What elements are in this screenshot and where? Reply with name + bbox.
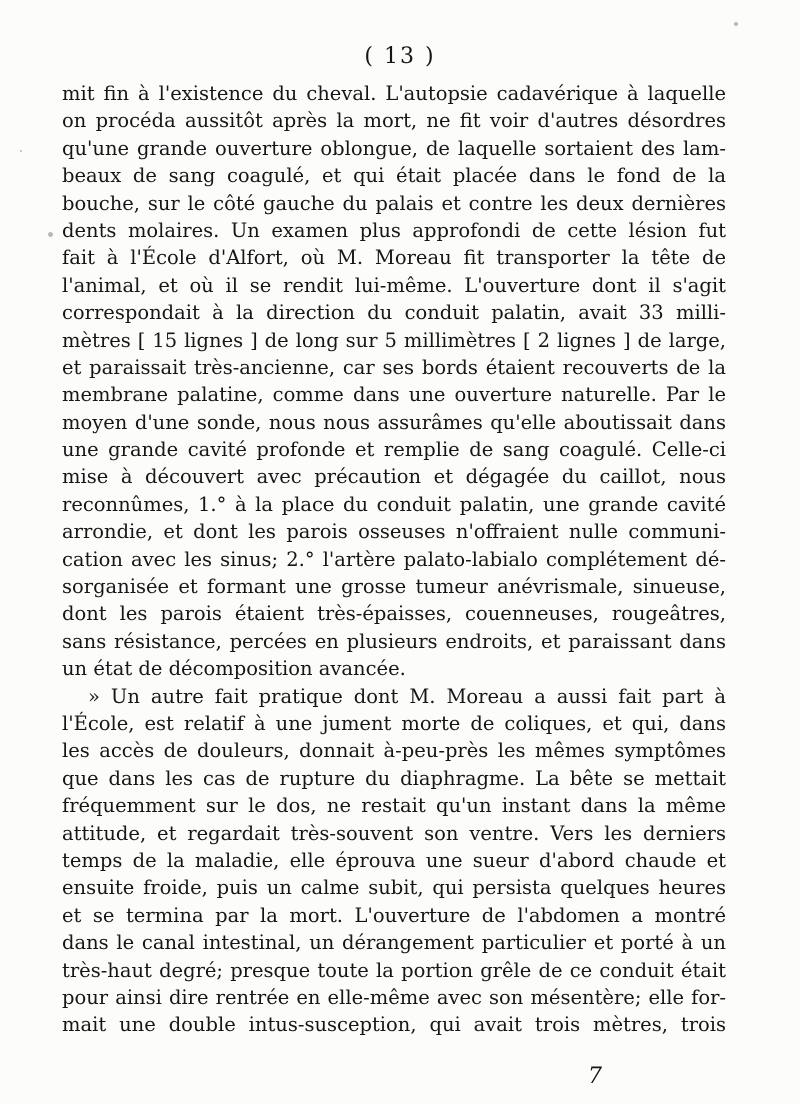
text-line: fréquemment sur le dos, ne restait qu'un instant dans la même [62, 794, 726, 818]
text-line: qu'une grande ouverture oblongue, de laquelle sortaient des lam- [62, 136, 726, 160]
text-line: fait à l'École d'Alfort, où M. Moreau fit transporter la tête de [62, 246, 726, 270]
text-line: on procéda aussitôt après la mort, ne fit voir d'autres désordres [62, 109, 726, 133]
text-line: arrondie, et dont les parois osseuses n'offraient nulle communi- [62, 520, 726, 544]
paper-speck [20, 150, 22, 152]
paper-speck [734, 22, 738, 26]
text-line: et se termina par la mort. L'ouverture de l'abdomen a montré [62, 903, 726, 927]
paragraph-first-line: » Un autre fait pratique dont M. Moreau a aussi fait part à [88, 684, 726, 708]
text-line: mit fin à l'existence du cheval. L'autopsie cadavérique à laquelle [62, 82, 726, 105]
text-line: que dans les cas de rupture du diaphragme. La bête se mettait [62, 766, 726, 790]
text-line: temps de la maladie, elle éprouva une sueur d'abord chaude et [62, 848, 726, 872]
text-line: moyen d'une sonde, nous nous assurâmes qu'elle aboutissait dans [62, 410, 726, 434]
signature-mark: 7 [588, 1064, 602, 1089]
text-line: mètres [ 15 lignes ] de long sur 5 millimètres [ 2 lignes ] de large, [62, 328, 726, 352]
paragraph-last-line: un état de décomposition avancée. [62, 657, 406, 681]
text-line: reconnûmes, 1.° à la place du conduit palatin, une grande cavité [62, 492, 726, 516]
text-line: sorganisée et formant une grosse tumeur anévrismale, sinueuse, [62, 575, 726, 599]
text-line: mise à découvert avec précaution et dégagée du caillot, nous [62, 465, 726, 489]
text-line: dans le canal intestinal, un dérangement particulier et porté à un [62, 931, 726, 955]
text-line: dents molaires. Un examen plus approfondi de cette lésion fut [62, 218, 726, 242]
text-line: et paraissait très-ancienne, car ses bords étaient recouverts de la [62, 355, 726, 379]
text-line: bouche, sur le côté gauche du palais et contre les deux dernières [62, 191, 726, 215]
text-line: membrane palatine, comme dans une ouverture naturelle. Par le [62, 383, 726, 407]
text-line: mait une double intus-susception, qui avait trois mètres, trois [62, 1013, 726, 1037]
text-line: une grande cavité profonde et remplie de sang coagulé. Celle-ci [62, 438, 726, 462]
text-line: cation avec les sinus; 2.° l'artère palato-labialo complétement dé- [62, 547, 726, 571]
text-line: pour ainsi dire rentrée en elle-même avec son mésentère; elle for- [62, 985, 726, 1009]
text-line: l'animal, et où il se rendit lui-même. L'ouverture dont il s'agit [62, 273, 726, 297]
text-line: ensuite froide, puis un calme subit, qui persista quelques heures [62, 876, 726, 900]
page-number: ( 13 ) [364, 44, 436, 69]
text-line: très-haut degré; presque toute la portion grêle de ce conduit était [62, 958, 726, 982]
text-line: sans résistance, percées en plusieurs endroits, et paraissant dans [62, 629, 726, 653]
body-text [62, 80, 726, 1039]
text-line: l'École, est relatif à une jument morte de coliques, et qui, dans [62, 711, 726, 735]
text-line: beaux de sang coagulé, et qui était placée dans le fond de la [62, 164, 726, 188]
text-line: attitude, et regardait très-souvent son ventre. Vers les derniers [62, 821, 726, 845]
paper-speck [48, 232, 53, 237]
text-line: les accès de douleurs, donnait à-peu-près les mêmes symptômes [62, 739, 726, 763]
text-line: correspondait à la direction du conduit palatin, avait 33 milli- [62, 301, 726, 325]
text-line: dont les parois étaient très-épaisses, couenneuses, rougeâtres, [62, 602, 726, 626]
